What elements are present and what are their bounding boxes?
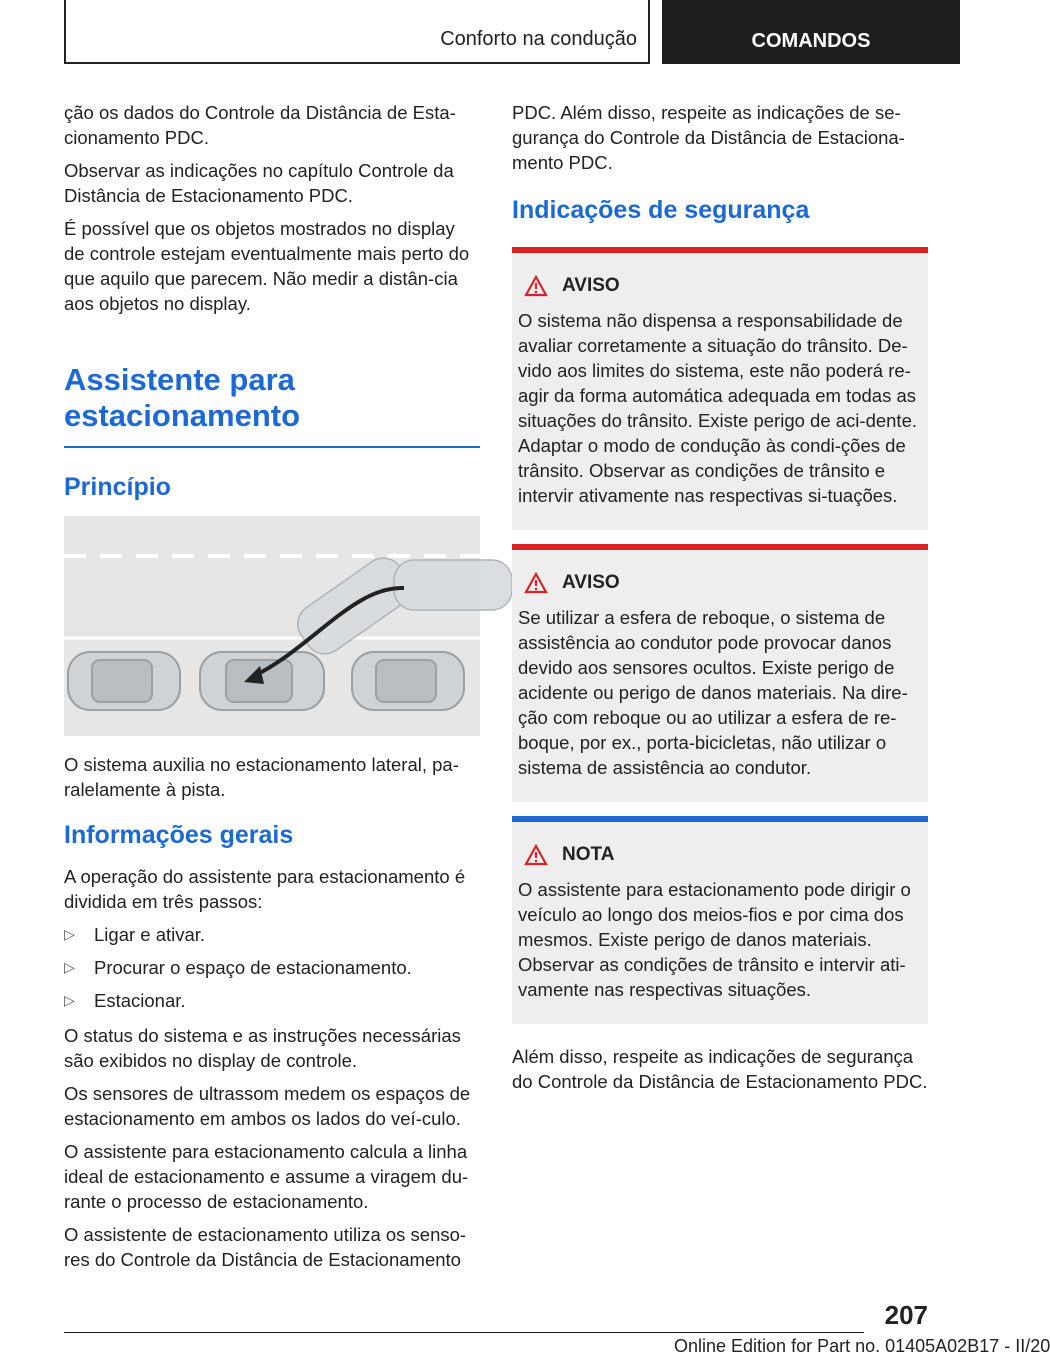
list-item bbox=[64, 988, 480, 1013]
header-chapter-tab: COMANDOS bbox=[662, 0, 960, 64]
list-item bbox=[64, 922, 480, 947]
list-item-text: Procurar o espaço de estacionamento. bbox=[94, 957, 412, 978]
warning-triangle-icon bbox=[524, 572, 548, 594]
triangle-bullet-icon: ▷ bbox=[64, 959, 75, 975]
section-heading-info: Informações gerais bbox=[64, 821, 294, 849]
note-box bbox=[512, 816, 928, 1024]
triangle-bullet-icon: ▷ bbox=[64, 992, 75, 1008]
footer-rule bbox=[64, 1332, 864, 1333]
car-icon bbox=[352, 652, 464, 710]
warning-triangle-icon bbox=[524, 275, 548, 297]
section-heading-principio: Princípio bbox=[64, 473, 171, 501]
steps-list bbox=[64, 922, 480, 1013]
warning-text: Se utilizar a esfera de reboque, o sistema de assistência ao condutor pode provocar danos devido aos sensores ocultos. Existe perigo de acidente ou perigo de danos materiais. Na dire-ção com reboque ou ao utilizar a esfera de re-boque, por ex., porta-bicicletas, não utilizar o sistema de assistência ao condutor. bbox=[518, 607, 908, 778]
paragraph: Além disso, respeite as indicações de segurança do Controle da Distância de Estacionamento PDC. bbox=[512, 1046, 928, 1092]
paragraph: O assistente para estacionamento calcula a linha ideal de estacionamento e assume a viragem du-rante o processo de estacionamento. bbox=[64, 1141, 469, 1212]
left-column bbox=[64, 100, 480, 1280]
warning-title: AVISO bbox=[562, 275, 620, 296]
warning-box bbox=[512, 544, 928, 802]
paragraph: PDC. Além disso, respeite as indicações de se-gurança do Controle da Distância de Estaciona-mento PDC. bbox=[512, 102, 905, 173]
section-heading-safety: Indicações de segurança bbox=[512, 196, 810, 224]
paragraph: A operação do assistente para estacionamento é dividida em três passos: bbox=[64, 866, 466, 912]
warning-title: AVISO bbox=[562, 572, 620, 593]
chapter-heading: Assistente para estacionamento bbox=[64, 362, 301, 433]
list-item-text: Ligar e ativar. bbox=[94, 924, 206, 945]
list-item-text: Estacionar. bbox=[94, 990, 186, 1011]
paragraph: O sistema auxilia no estacionamento lateral, pa-ralelamente à pista. bbox=[64, 754, 459, 800]
paragraph: O status do sistema e as instruções necessárias são exibidos no display de controle. bbox=[64, 1025, 461, 1071]
heading-rule bbox=[64, 446, 480, 448]
header-section-title: Conforto na condução bbox=[440, 28, 637, 50]
note-text: O assistente para estacionamento pode dirigir o veículo ao longo dos meios-fios e por cima dos mesmos. Existe perigo de danos materiais. Observar as condições de trânsito e intervir ati-vamente nas respectivas situações. bbox=[518, 879, 911, 1000]
header-left-border bbox=[64, 0, 66, 64]
parking-illustration bbox=[64, 516, 480, 736]
paragraph: O assistente de estacionamento utiliza os senso-res do Controle da Distância de Estacionamento bbox=[64, 1224, 467, 1270]
footer-edition: Online Edition for Part no. 01405A02B17 - II/20 bbox=[674, 1336, 1050, 1356]
paragraph: ção os dados do Controle da Distância de Esta-cionamento PDC. bbox=[64, 102, 456, 148]
list-item bbox=[64, 955, 480, 980]
header-rule bbox=[64, 62, 650, 64]
warning-triangle-icon bbox=[524, 844, 548, 866]
car-icon bbox=[68, 652, 180, 710]
warning-text: O sistema não dispensa a responsabilidade de avaliar corretamente a situação do trânsito. De-vido aos limites do sistema, este não poderá re-agir da forma automática adequada em todas as situações do trânsito. Existe perigo de aci-dente. Adaptar o modo de condução às condi-ções de trânsito. Observar as condições de trânsito e intervir ativamente nas respectivas si-tuações. bbox=[518, 310, 918, 506]
warning-box bbox=[512, 247, 928, 530]
header-separator bbox=[648, 0, 650, 64]
page-number: 207 bbox=[884, 1300, 928, 1330]
right-column bbox=[512, 100, 928, 1102]
paragraph: Observar as indicações no capítulo Controle da Distância de Estacionamento PDC. bbox=[64, 160, 454, 206]
triangle-bullet-icon: ▷ bbox=[64, 926, 75, 942]
paragraph: É possível que os objetos mostrados no display de controle estejam eventualmente mais perto do que aquilo que parecem. Não medir a distân-cia aos objetos no display. bbox=[64, 218, 470, 314]
paragraph: Os sensores de ultrassom medem os espaços de estacionamento em ambos os lados do veí-culo. bbox=[64, 1083, 471, 1129]
note-title: NOTA bbox=[562, 844, 615, 865]
